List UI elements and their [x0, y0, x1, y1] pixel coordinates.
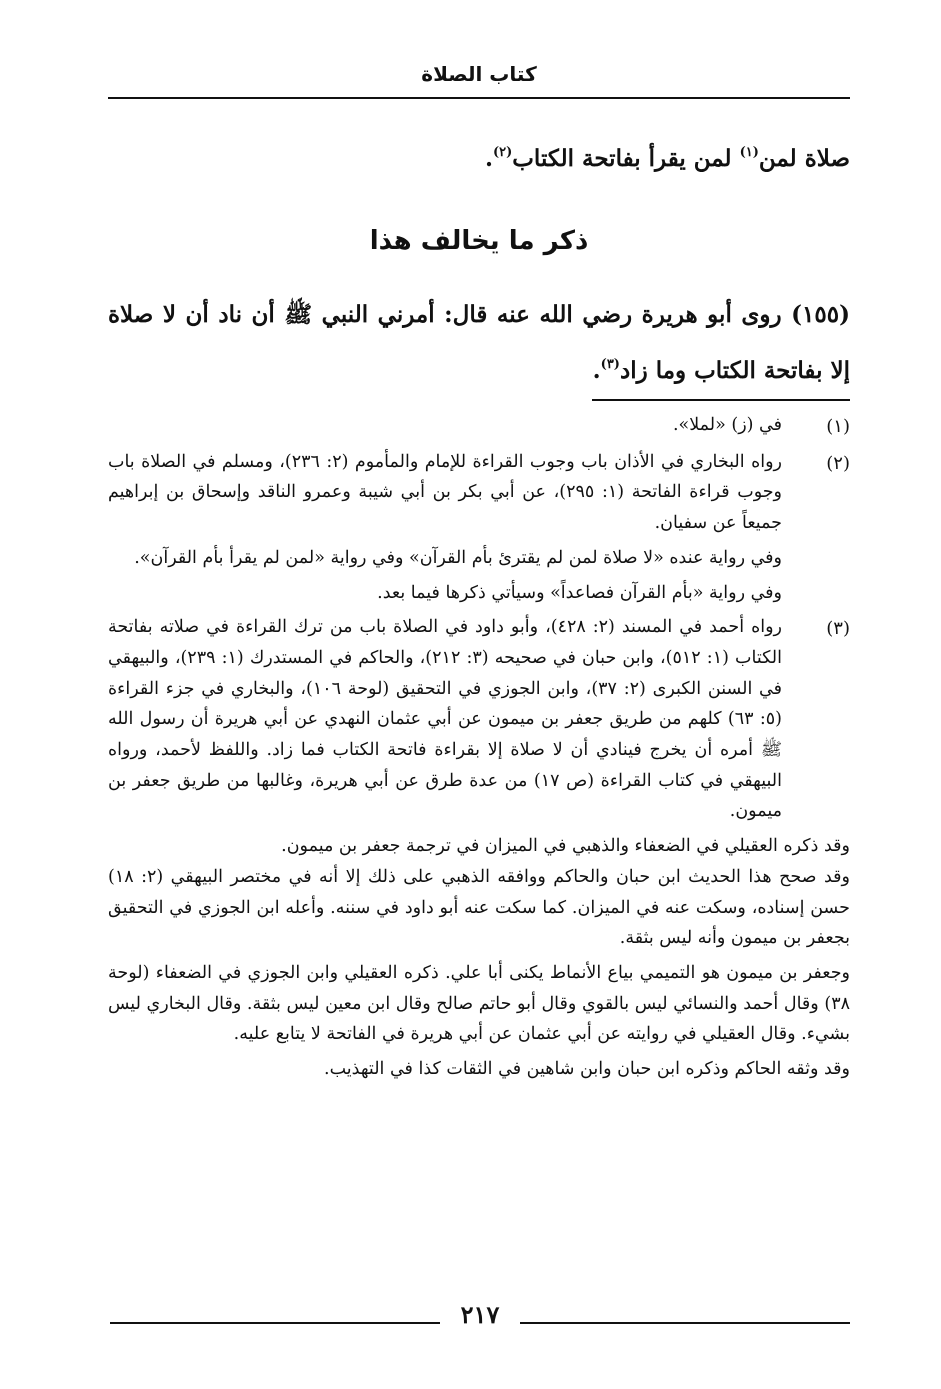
section-title: ذكر ما يخالف هذا	[369, 226, 589, 256]
footnote-text: رواه أحمد في المسند (٢: ٤٢٨)، وأبو داود في الصلاة باب من ترك القراءة في صلاته بفاتحة الكتاب (١: ٥١٢)، وابن حبان في صحيحه (٣: ٢١٢)، والحاكم في المستدرك (١: ٢٣٩)، والبيهقي في السنن الكبرى (٢: ٣٧)، وابن الجوزي في التحقيق (لوحة ١٠٦)، والبخاري في جزء القراءة (٥: ٦٣) كلهم من طريق جعفر بن ميمون عن أبي عثمان النهدي عن أبي هريرة أن رسول الله ﷺ أمره أن يخرج فينادي أن لا صلاة إلا بقراءة فاتحة الكتاب فما زاد. واللفظ لأحمد، ورواه البيهقي في كتاب القراءة (ص ١٧) من عدة طرق عن أبي هريرة، وغالبها من طريق جعفر بن ميمون.	[108, 617, 783, 822]
footer-rule-left	[110, 1322, 440, 1324]
footnote-3-continued	[108, 827, 850, 1085]
footnote-number: (٢)	[826, 452, 850, 474]
footnote-ref-1[interactable]: (١)	[739, 145, 759, 160]
footnote-ref-3[interactable]: (٣)	[600, 357, 620, 372]
main-paragraph-1	[108, 128, 850, 184]
footnote-number: (١)	[826, 416, 850, 437]
footnote-text: وفي رواية «بأم القرآن فصاعداً» وسيأتي ذكرها فيما بعد.	[377, 582, 782, 603]
footnote-text: رواه البخاري في الأذان باب وجوب القراءة للإمام والمأموم (٢: ٢٣٦)، ومسلم في الصلاة باب وجوب قراءة الفاتحة (١: ٢٩٥)، عن أبي بكر بن أبي شيبة وعمرو الناقد وإسحاق بن إبراهيم جميعاً عن سفيان.	[108, 451, 783, 534]
p1-text-2: لمن يقرأ بفاتحة الكتاب	[512, 145, 740, 172]
footnote-text: وقد ذكره العقيلي في الضعفاء والذهبي في الميزان في ترجمة جعفر بن ميمون.	[281, 836, 850, 857]
footnote-ref-2[interactable]: (٢)	[492, 145, 513, 160]
footnote-number: (٣)	[826, 618, 850, 640]
footnote-text: وفي رواية عنده «لا صلاة لمن لم يقترئ بأم القرآن» وفي رواية «لمن لم يقرأ بأم القرآن».	[134, 547, 782, 568]
footer-rule-right	[520, 1322, 850, 1324]
p2-end: .	[592, 357, 601, 384]
p2-text: (١٥٥) روى أبو هريرة رضي الله عنه قال: أمرني النبي ﷺ أن ناد أن لا صلاة إلا بفاتحة الكتاب وما زاد	[108, 301, 850, 384]
footnote-text: وقد صحح هذا الحديث ابن حبان والحاكم ووافقه الذهبي على ذلك إلا أنه في مختصر البيهقي (٢: ١٨) حسن إسناده، وسكت عنه في الميزان. كما سكت عنه أبو داود في سننه. وأعله ابن الجوزي في التحقيق بجعفر بن ميمون وأنه ليس بثقة.	[108, 866, 850, 949]
main-paragraph-2	[108, 290, 850, 396]
p1-text: صلاة لمن	[758, 145, 850, 172]
p1-end: .	[484, 145, 493, 172]
header-rule	[108, 97, 850, 99]
footnote-separator	[592, 399, 850, 401]
footnote-3	[108, 612, 850, 827]
running-head: كتاب الصلاة	[421, 62, 537, 86]
footnote-text: وجعفر بن ميمون هو التميمي بياع الأنماط يكنى أبا علي. ذكره العقيلي وابن الجوزي في الضعفاء (لوحة ٣٨) وقال أحمد والنسائي ليس بالقوي وقال أبو حاتم صالح وقال ابن معين ليس بثقة. وقال البخاري ليس بشيء. وقال العقيلي في روايته عن أبي عثمان عن أبي هريرة في الفاتحة لا يتابع عليه.	[108, 962, 850, 1045]
page-number: ٢١٧	[460, 1300, 500, 1329]
footnotes	[108, 410, 850, 1085]
footnote-text: وقد وثقه الحاكم وذكره ابن حبان وابن شاهين في الثقات كذا في التهذيب.	[324, 1059, 850, 1080]
footnote-text: في (ز) «لملا».	[672, 415, 782, 435]
footnote-2	[108, 447, 850, 609]
footnote-1	[108, 410, 850, 443]
